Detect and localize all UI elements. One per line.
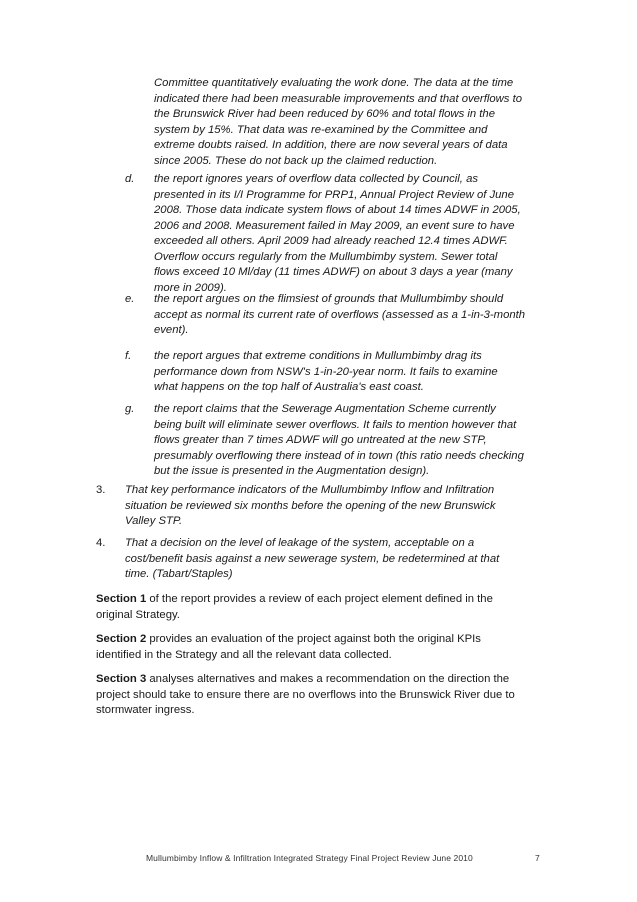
text-line: Valley STP. xyxy=(125,515,183,527)
numbered-item-4-text xyxy=(125,536,499,583)
section-text: provides an evaluation of the project against both the original KPIs xyxy=(146,633,481,645)
page-number: 7 xyxy=(535,853,540,863)
text-line: the report argues that extreme conditions in Mullumbimby drag its xyxy=(154,350,482,362)
text-line: the report argues on the flimsiest of grounds that Mullumbimby should xyxy=(154,293,504,305)
text-line: flows exceed 10 Ml/day (11 times ADWF) on about 3 days a year (many xyxy=(154,266,513,278)
list-marker-d: d. xyxy=(125,173,135,185)
section-text: analyses alternatives and makes a recommendation on the direction the xyxy=(146,673,510,685)
text-line: presumably overflowing there instead of in town (this ratio needs checking xyxy=(154,449,524,462)
sub-item-g-text xyxy=(154,402,524,480)
intro-continuation-paragraph xyxy=(154,76,522,169)
text-line: identified in the Strategy and all the relevant data collected. xyxy=(96,648,392,661)
text-line: Overflow occurs regularly from the Mullumbimby system. Sewer total xyxy=(154,250,498,263)
text-line: 2006 and 2008. Measurement failed in May 2009, an event sure to have xyxy=(154,219,515,232)
text-line: situation be reviewed six months before the opening of the new Brunswick xyxy=(125,499,496,512)
text-line: the report claims that the Sewerage Augmentation Scheme currently xyxy=(154,403,496,415)
section-1-paragraph xyxy=(96,592,493,623)
text-line: cost/benefit basis against a new sewerage system, be redetermined at that xyxy=(125,552,500,565)
text-line: accept as normal its current rate of overflows (assessed as a 1-in-3-month xyxy=(154,308,526,321)
section-heading: Section 1 xyxy=(96,593,147,605)
text-line: since 2005. These do not back up the claimed reduction. xyxy=(154,154,438,167)
text-line: system by 15%. That data was re-examined by the Committee and xyxy=(154,123,488,136)
list-marker-e: e. xyxy=(125,293,135,305)
text-line: original Strategy. xyxy=(96,608,180,621)
text-line: time. (Tabart/Staples) xyxy=(125,568,233,580)
list-marker-g: g. xyxy=(125,403,135,415)
sub-item-d-text xyxy=(154,172,521,296)
text-line: project should take to ensure there are no overflows into the Brunswick River due to xyxy=(96,688,515,701)
text-line: more in 2009). xyxy=(154,281,227,294)
text-line: flows greater than 7 times ADWF will go untreated at the new STP, xyxy=(154,434,487,446)
text-line: 2008. Those data indicate system flows of about 14 times ADWF in 2005, xyxy=(154,204,521,216)
text-line: the report ignores years of overflow data collected by Council, as xyxy=(154,173,479,185)
text-line: performance down from NSW's 1-in-20-year norm. It fails to examine xyxy=(154,365,498,378)
list-marker-f: f. xyxy=(125,350,132,362)
footer-title: Mullumbimby Inflow & Infiltration Integrated Strategy Final Project Review June 2010 xyxy=(146,853,473,863)
list-number-4: 4. xyxy=(96,537,106,549)
section-heading: Section 2 xyxy=(96,633,147,645)
text-line: Committee quantitatively evaluating the work done. The data at the time xyxy=(154,77,514,89)
section-heading: Section 3 xyxy=(96,673,147,685)
section-2-paragraph xyxy=(96,632,481,663)
text-line: indicated there had been measurable improvements and that overflows to xyxy=(154,92,522,105)
text-line xyxy=(96,632,481,648)
section-3-paragraph xyxy=(96,672,515,719)
numbered-item-3-text xyxy=(125,483,496,530)
text-line: That key performance indicators of the Mullumbimby Inflow and Infiltration xyxy=(125,484,495,496)
text-line: extreme doubts raised. In addition, there are now several years of data xyxy=(154,139,508,151)
sub-item-e-text xyxy=(154,292,525,339)
list-number-3: 3. xyxy=(96,484,106,496)
text-line: presented in its I/I Programme for PRP1, Annual Project Review of June xyxy=(154,188,514,201)
text-line xyxy=(96,592,493,608)
text-line: but the issue is presented in the Augmentation design). xyxy=(154,465,430,477)
sub-item-f-text xyxy=(154,349,498,396)
text-line: what happens on the top half of Australia's east coast. xyxy=(154,381,424,393)
text-line: being built will eliminate sewer overflows. It fails to mention however that xyxy=(154,418,517,431)
text-line: event). xyxy=(154,324,189,336)
text-line: That a decision on the level of leakage of the system, acceptable on a xyxy=(125,537,475,549)
text-line: stormwater ingress. xyxy=(96,704,195,716)
text-line xyxy=(96,672,515,688)
text-line: exceeded all others. April 2009 had already reached 12.4 times ADWF. xyxy=(154,235,508,247)
text-line: the Brunswick River had been reduced by 60% and total flows in the xyxy=(154,108,495,120)
section-text: of the report provides a review of each project element defined in the xyxy=(146,593,493,605)
